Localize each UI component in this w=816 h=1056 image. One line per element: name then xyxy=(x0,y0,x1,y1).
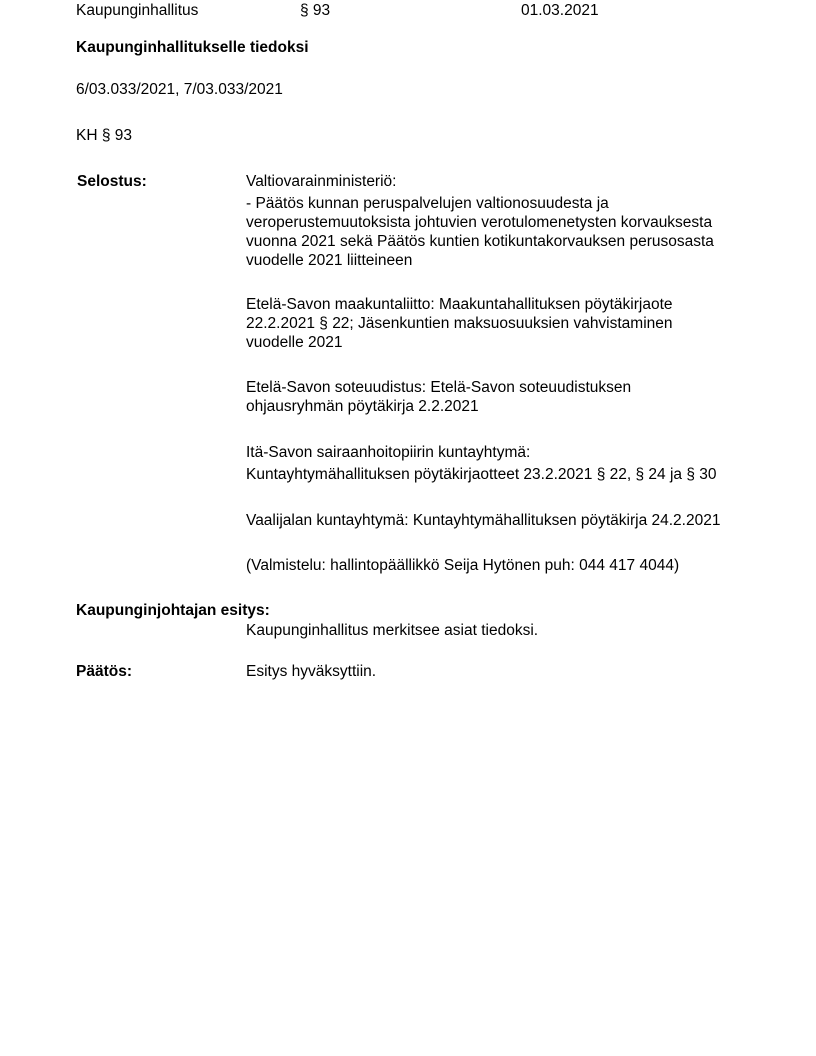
page-title: Kaupunginhallitukselle tiedoksi xyxy=(76,39,309,56)
selostus-p3: Etelä-Savon soteuudistus: Etelä-Savon soteuudistuksen ohjausryhmän pöytäkirja 2.2.2021 xyxy=(246,379,632,415)
header-date: 01.03.2021 xyxy=(521,2,599,19)
selostus-p1-body: - Päätös kunnan peruspalvelujen valtionosuudesta ja veroperustemuutoksista johtuvien verotulomenetysten korvauksesta vuonna 2021 sekä Päätös kuntien kotikuntakorvauksen perusosasta vuodelle 2021 liitteineen xyxy=(246,195,714,269)
selostus-p6: (Valmistelu: hallintopäällikkö Seija Hytönen puh: 044 417 4044) xyxy=(246,557,680,574)
header-body: Kaupunginhallitus xyxy=(76,2,199,19)
paatos-text: Esitys hyväksyttiin. xyxy=(246,663,377,680)
selostus-p5: Vaalijalan kuntayhtymä: Kuntayhtymähallituksen pöytäkirja 24.2.2021 xyxy=(246,512,721,529)
esitys-text: Kaupunginhallitus merkitsee asiat tiedoksi. xyxy=(246,622,539,639)
header-section: § 93 xyxy=(300,2,331,19)
selostus-p4-body: Kuntayhtymähallituksen pöytäkirjaotteet 23.2.2021 § 22, § 24 ja § 30 xyxy=(246,466,717,483)
record-ids: 6/03.033/2021, 7/03.033/2021 xyxy=(76,81,283,98)
selostus-p1-title: Valtiovarainministeriö: xyxy=(246,173,397,190)
kh-reference: KH § 93 xyxy=(76,127,133,144)
paatos-label: Päätös: xyxy=(76,663,132,680)
selostus-p2: Etelä-Savon maakuntaliitto: Maakuntahallituksen pöytäkirjaote 22.2.2021 § 22; Jäsenkuntien maksuosuuksien vahvistaminen vuodelle 2021 xyxy=(246,296,673,351)
selostus-p4-title: Itä-Savon sairaanhoitopiirin kuntayhtymä: xyxy=(246,444,531,461)
esitys-label: Kaupunginjohtajan esitys: xyxy=(76,602,270,619)
selostus-label: Selostus: xyxy=(77,173,147,190)
